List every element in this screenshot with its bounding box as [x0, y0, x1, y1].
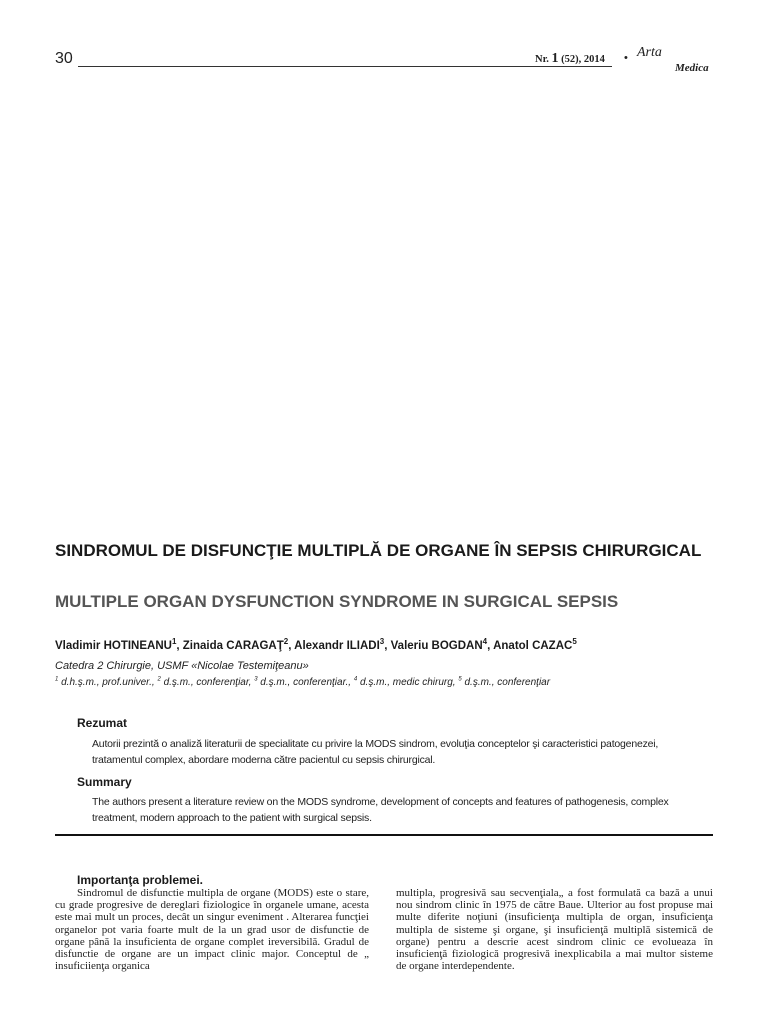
page-number: 30 [55, 50, 73, 67]
body-column-left: Sindromul de disfunctie multipla de organe (MODS) este o stare, cu grade progresive de dereglari fiziologice în organele umane, acesta este mai mult un proces, decât un singur eveniment . Alterarea funcţiei organelor pot varia foarte mult de la un grad usor de disfunctie de organe până la insuficienta de organe complet ireversibilă. Gradul de disfunctie de organe are un impact clinic major. Conceptul de „ insuficiienţa organica [55, 887, 369, 973]
author-degrees [55, 677, 550, 688]
summary-text: The authors present a literature review on the MODS syndrome, development of concepts and features of pathogenesis, complex treatment, modern approach to the patient with surgical sepsis. [92, 796, 669, 824]
body-column-right: multipla, progresivă sau secvenţiala„ a fost formulată ca bază a unui nou sindrom clinic în 1975 de către Baue. Ulterior au fost propuse mai multe diferite noţiuni (insuficienţa multipla de organ, insuficienţa multipla de sisteme şi organe, şi insuficienţă multiplă sistemică de organe) pentru a descrie acest sindrom clinic ce evolueaza în insuficienţă fiziologică progresivă inexplicabila a mai multor sisteme de organe interdependente. [396, 887, 713, 973]
header-rule [78, 66, 612, 67]
author: Anatol CAZAC$^5$ [493, 637, 577, 652]
degree: $^4$ d.ş.m., medic chirurg, [353, 676, 459, 688]
issue-suffix: (52), 2014 [558, 54, 605, 65]
author: Alexandr ILIADI$^3$, [294, 637, 391, 652]
author: Zinaida CARAGAŢ$^2$, [182, 637, 295, 652]
journal-logo-medica: Medica [675, 62, 709, 74]
affiliation: Catedra 2 Chirurgie, USMF «Nicolae Testemiţeanu» [55, 660, 309, 672]
author: Valeriu BOGDAN$^4$, [390, 637, 494, 652]
rezumat-heading: Rezumat [77, 716, 128, 730]
article-title-en: MULTIPLE ORGAN DYSFUNCTION SYNDROME IN SURGICAL SEPSIS [55, 592, 619, 611]
header-bullet: • [624, 52, 628, 64]
degree: $^3$ d.ş.m., conferenţiar., [254, 676, 354, 688]
rezumat-text: Autorii prezintă o analiză literaturii de specialitate cu privire la MODS sindrom, evoluţia conceptelor şi caracteristici patogenezei, tratamentul complex, abordare moderna către pacientul cu sepsis chirurgical. [92, 738, 659, 766]
summary-heading: Summary [77, 775, 132, 789]
section-heading: Importanţa problemei. [77, 873, 204, 887]
article-title-ro: SINDROMUL DE DISFUNCŢIE MULTIPLĂ DE ORGANE ÎN SEPSIS CHIRURGICAL [55, 541, 702, 560]
issue-number: 1 [551, 51, 559, 66]
author-list [55, 637, 735, 652]
issue-prefix: Nr. [535, 54, 552, 65]
section-divider [55, 834, 713, 836]
issue-label [535, 51, 605, 67]
author: Vladimir HOTINEANU$^1$, [55, 637, 183, 652]
degree: $^2$ d.ş.m., conferenţiar, [157, 676, 255, 688]
degree: $^5$ d.ş.m., conferenţiar [458, 676, 551, 688]
journal-logo-arta: Arta [637, 45, 662, 60]
degree: $^1$ d.h.ş.m., prof.univer., [55, 676, 158, 688]
